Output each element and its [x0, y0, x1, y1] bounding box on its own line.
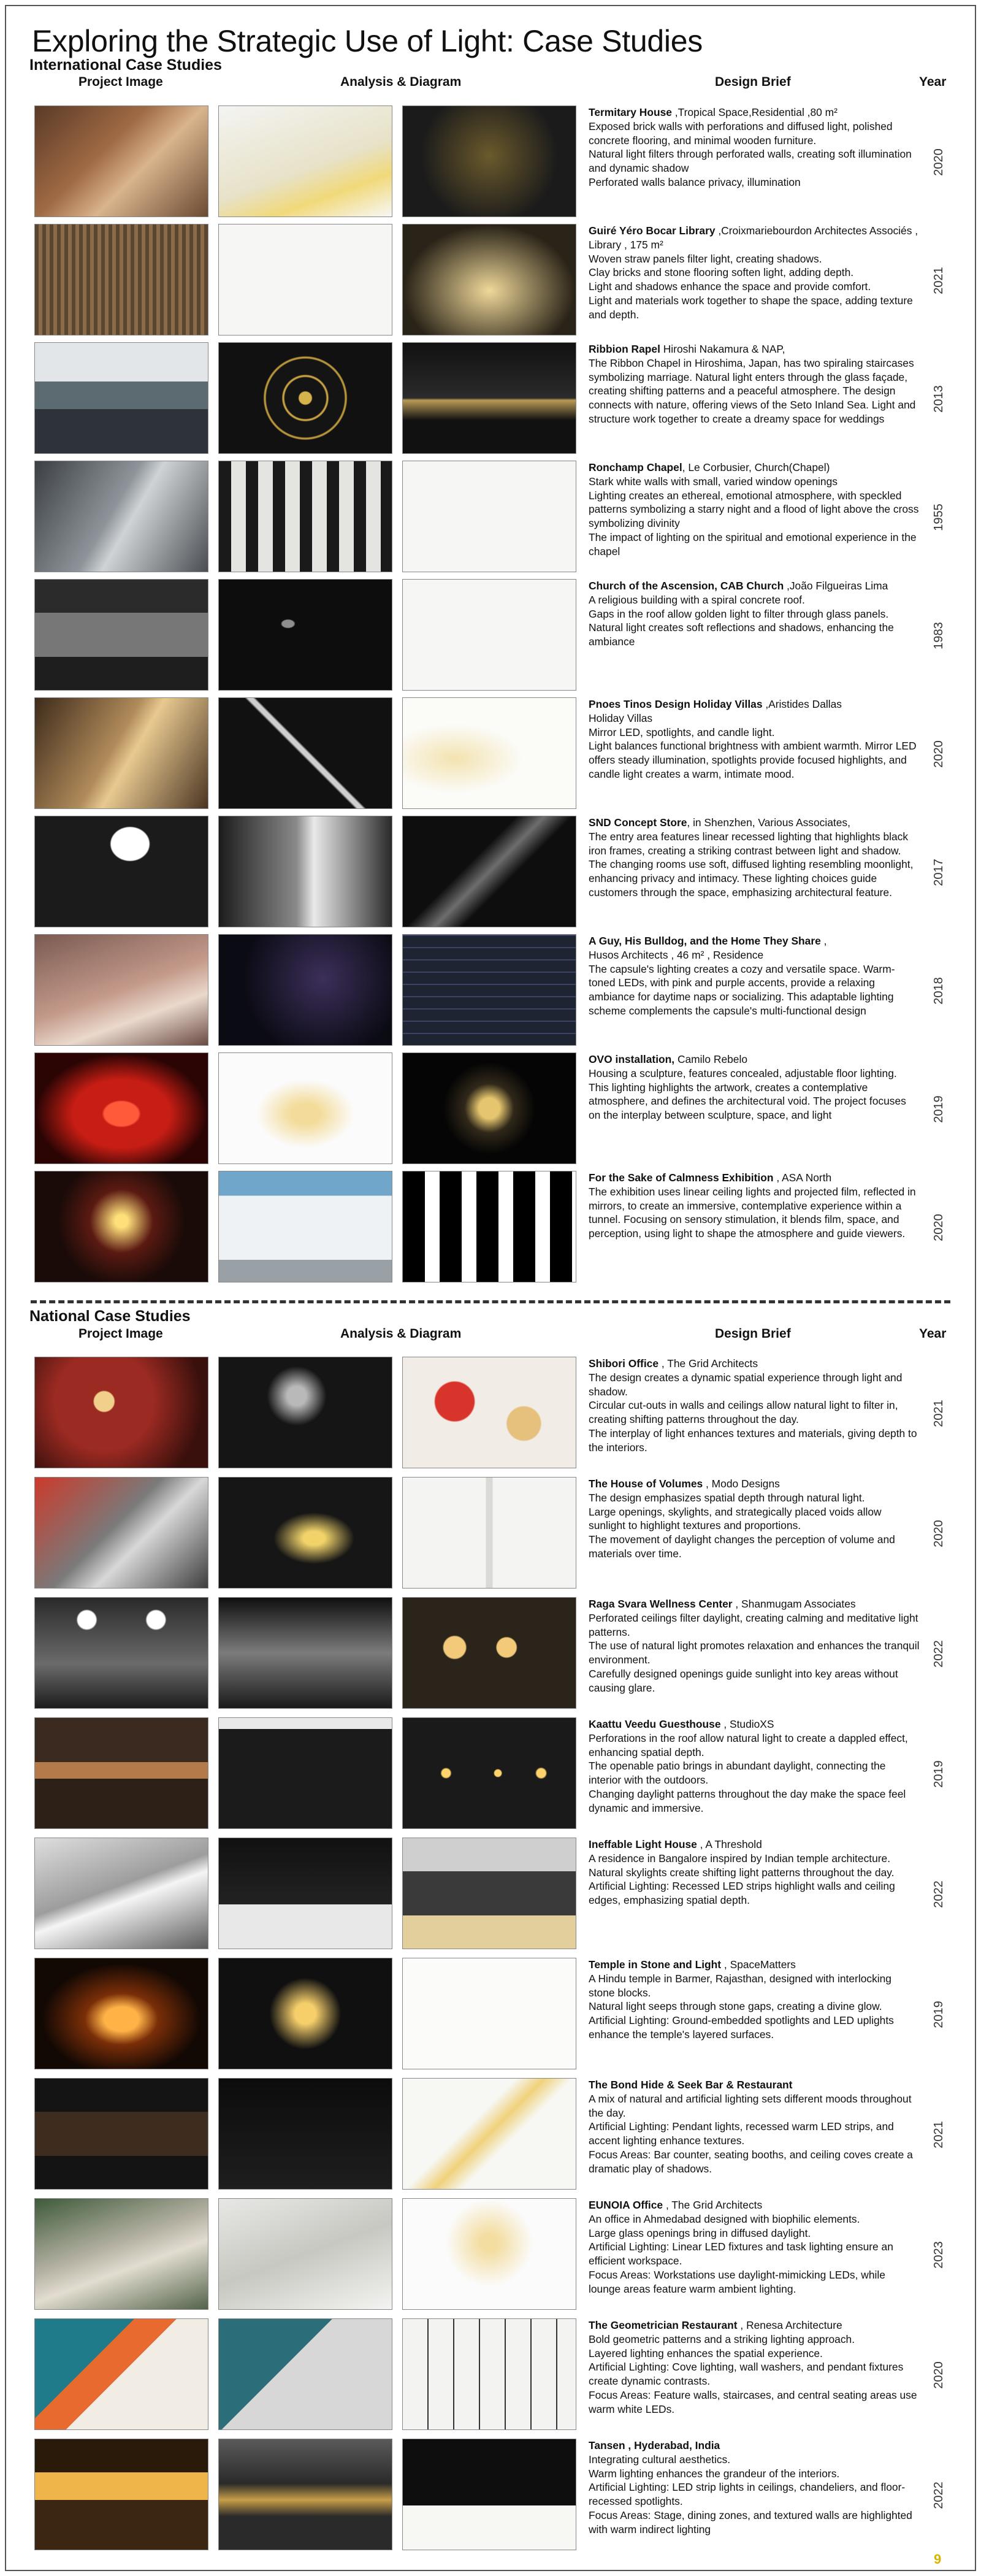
year-cell: [923, 1052, 954, 1165]
brief-line: Artificial Lighting: Recessed LED strips highlight walls and ceiling edges, emphasizing spatial depth.: [589, 1880, 895, 1907]
year-cell: [923, 579, 954, 692]
analysis-image: [218, 579, 392, 691]
project-name: For the Sake of Calmness Exhibition: [589, 1171, 774, 1184]
project-image: [34, 1357, 208, 1468]
year-label: 2022: [931, 2481, 945, 2509]
year-cell: [923, 1717, 954, 1830]
analysis-image: [218, 697, 392, 809]
case-study-row: [34, 2198, 954, 2312]
design-brief: [589, 1052, 920, 1165]
project-name-line: [589, 579, 920, 593]
brief-line: The interplay of light enhances textures and materials, giving depth to the interiors.: [589, 1427, 917, 1454]
project-image: [34, 342, 208, 454]
case-study-row: [34, 697, 954, 811]
project-image: [34, 2318, 208, 2430]
design-brief: [589, 816, 920, 929]
project-name: SND Concept Store: [589, 816, 687, 829]
national-heading: National Case Studies: [29, 1308, 191, 1325]
brief-line: The openable patio brings in abundant daylight, connecting the interior with the outdoors.: [589, 1760, 886, 1787]
project-name: Guiré Yéro Bocar Library: [589, 224, 716, 237]
brief-line: Light and shadows enhance the space and provide comfort.: [589, 280, 871, 293]
project-image: [34, 934, 208, 1046]
year-cell: [923, 1477, 954, 1590]
design-brief: [589, 105, 920, 218]
page-number: 9: [934, 2551, 942, 2567]
brief-line: The movement of daylight changes the perception of volume and materials over time.: [589, 1533, 895, 1560]
year-label: 2021: [931, 266, 945, 294]
project-image: [34, 697, 208, 809]
analysis-image: [218, 1958, 392, 2069]
year-cell: [923, 224, 954, 337]
project-image: [34, 1958, 208, 2069]
project-credits: ,: [820, 935, 827, 947]
brief-line: Lighting creates an ethereal, emotional atmosphere, with speckled patterns symbolizing a starry night and a flood of light above the cross symbolizing divinity: [589, 489, 919, 530]
diagram-image: [402, 2439, 576, 2550]
project-name: Ineffable Light House: [589, 1838, 697, 1850]
project-name-line: [589, 934, 920, 948]
project-image: [34, 2198, 208, 2310]
brief-line: Mirror LED, spotlights, and candle light.: [589, 726, 775, 738]
design-brief: [589, 1717, 920, 1830]
brief-line: Husos Architects , 46 m² , Residence: [589, 948, 764, 961]
project-name: The Bond Hide & Seek Bar & Restaurant: [589, 2079, 793, 2091]
project-name: Pnoes Tinos Design Holiday Villas: [589, 698, 763, 710]
project-image: [34, 1597, 208, 1709]
diagram-image: [402, 934, 576, 1046]
analysis-image: [218, 1477, 392, 1589]
brief-line: Changing daylight patterns throughout the day make the space feel dynamic and immersive.: [589, 1787, 906, 1814]
project-image: [34, 105, 208, 217]
project-credits: , Modo Designs: [703, 1478, 780, 1490]
project-credits: , The Grid Architects: [663, 2199, 763, 2211]
project-credits: , Renesa Architecture: [737, 2319, 842, 2331]
year-label: 2019: [931, 2000, 945, 2028]
col-head-year: Year: [919, 75, 947, 89]
project-name: Temple in Stone and Light: [589, 1958, 722, 1971]
project-name-line: [589, 1717, 920, 1731]
analysis-image: [218, 816, 392, 927]
year-label: 2018: [931, 976, 945, 1005]
project-image: [34, 1838, 208, 1949]
brief-line: Perforations in the roof allow natural light to create a dappled effect, enhancing spatial depth.: [589, 1731, 908, 1758]
diagram-image: [402, 1052, 576, 1164]
year-cell: [923, 1838, 954, 1950]
diagram-image: [402, 1357, 576, 1468]
project-credits: ,Tropical Space,Residential ,80 m²: [671, 106, 838, 118]
brief-line: Focus Areas: Workstations use daylight-mimicking LEDs, while lounge areas feature warm ambient lighting.: [589, 2268, 885, 2295]
project-image: [34, 579, 208, 691]
design-brief: [589, 1171, 920, 1284]
case-study-row: [34, 224, 954, 338]
project-image: [34, 224, 208, 335]
case-study-row: [34, 461, 954, 575]
design-brief: [589, 579, 920, 692]
project-image: [34, 1477, 208, 1589]
case-study-row: [34, 1357, 954, 1471]
case-study-row: [34, 2318, 954, 2432]
brief-line: Bold geometric patterns and a striking lighting approach.: [589, 2333, 855, 2345]
analysis-image: [218, 224, 392, 335]
brief-line: A Hindu temple in Barmer, Rajasthan, designed with interlocking stone blocks.: [589, 1972, 891, 1999]
project-name: Termitary House: [589, 106, 672, 118]
brief-line: Warm lighting enhances the grandeur of the interiors.: [589, 2467, 840, 2480]
col-head-project-image-national: Project Image: [78, 1327, 163, 1341]
project-credits: , ASA North: [773, 1171, 832, 1184]
project-credits: , StudioXS: [720, 1718, 774, 1730]
diagram-image: [402, 1958, 576, 2069]
brief-line: Focus Areas: Bar counter, seating booths, and ceiling coves create a dramatic play of shadows.: [589, 2148, 913, 2175]
year-label: 2021: [931, 1399, 945, 1427]
case-study-row: [34, 1838, 954, 1952]
design-brief: [589, 1838, 920, 1950]
analysis-image: [218, 1052, 392, 1164]
project-name-line: [589, 2078, 920, 2092]
brief-line: Artificial Lighting: Ground-embedded spotlights and LED uplights enhance the temple's layered surfaces.: [589, 2014, 894, 2041]
design-brief: [589, 1477, 920, 1590]
year-label: 2023: [931, 2241, 945, 2269]
design-brief: [589, 224, 920, 337]
project-name-line: [589, 816, 920, 830]
brief-line: Natural light seeps through stone gaps, creating a divine glow.: [589, 2000, 882, 2013]
project-image: [34, 1052, 208, 1164]
year-label: 2020: [931, 148, 945, 176]
year-cell: [923, 2078, 954, 2191]
diagram-image: [402, 1597, 576, 1709]
project-image: [34, 2439, 208, 2550]
brief-line: Perforated walls balance privacy, illumination: [589, 175, 801, 188]
project-image: [34, 2078, 208, 2190]
case-study-row: [34, 1717, 954, 1831]
design-brief: [589, 2198, 920, 2311]
project-credits: Camilo Rebelo: [674, 1053, 748, 1065]
analysis-image: [218, 2439, 392, 2550]
year-label: 2020: [931, 1519, 945, 1547]
project-name: Ribbion Rapel: [589, 343, 660, 355]
design-brief: [589, 342, 920, 455]
year-cell: [923, 816, 954, 929]
brief-line: Integrating cultural aesthetics.: [589, 2453, 731, 2466]
brief-line: Carefully designed openings guide sunlight into key areas without causing glare.: [589, 1667, 898, 1694]
year-cell: [923, 342, 954, 455]
year-cell: [923, 1597, 954, 1710]
project-credits: , A Threshold: [697, 1838, 762, 1850]
analysis-image: [218, 105, 392, 217]
brief-line: Focus Areas: Feature walls, staircases, and central seating areas use warm white LEDs.: [589, 2388, 917, 2415]
year-label: 1955: [931, 503, 945, 531]
project-name-line: [589, 2318, 920, 2333]
brief-line: The impact of lighting on the spiritual and emotional experience in the chapel: [589, 531, 917, 558]
project-image: [34, 461, 208, 572]
diagram-image: [402, 816, 576, 927]
brief-line: Woven straw panels filter light, creating shadows.: [589, 252, 822, 265]
project-name: Kaattu Veedu Guesthouse: [589, 1718, 721, 1730]
project-credits: ,Croixmariebourdon Architectes Associés , Library , 175 m²: [589, 224, 918, 251]
brief-line: The use of natural light promotes relaxation and enhances the tranquil environment.: [589, 1639, 920, 1666]
diagram-image: [402, 697, 576, 809]
brief-line: A residence in Bangalore inspired by Indian temple architecture.: [589, 1852, 891, 1865]
brief-line: Clay bricks and stone flooring soften light, adding depth.: [589, 266, 854, 279]
project-name-line: [589, 2439, 920, 2453]
col-head-design-brief-national: Design Brief: [715, 1327, 791, 1341]
project-name: Raga Svara Wellness Center: [589, 1598, 733, 1610]
year-cell: [923, 105, 954, 218]
brief-line: The Ribbon Chapel in Hiroshima, Japan, has two spiraling staircases symbolizing marriage. Natural light enters through the glass façade, creating shifting patterns and a peaceful atmosphere. The design connects with nature, offering views of the Seto Inland Sea. Light and structure work together to create a dreamy space for weddings: [589, 356, 916, 425]
project-name: Shibori Office: [589, 1357, 659, 1370]
case-study-row: [34, 1477, 954, 1591]
design-brief: [589, 697, 920, 810]
diagram-image: [402, 1838, 576, 1949]
design-brief: [589, 1958, 920, 2071]
analysis-image: [218, 934, 392, 1046]
design-brief: [589, 2078, 920, 2191]
brief-line: Artificial Lighting: Pendant lights, recessed warm LED strips, and accent lighting enhance textures.: [589, 2120, 894, 2147]
design-brief: [589, 1597, 920, 1710]
case-study-row: [34, 1171, 954, 1285]
brief-line: Natural light creates soft reflections and shadows, enhancing the ambiance: [589, 621, 894, 648]
brief-line: Perforated ceilings filter daylight, creating calming and meditative light patterns.: [589, 1611, 918, 1638]
year-cell: [923, 2439, 954, 2551]
international-heading: International Case Studies: [29, 56, 222, 74]
case-study-row: [34, 2439, 954, 2553]
year-label: 2022: [931, 1880, 945, 1908]
project-name-line: [589, 1838, 920, 1852]
brief-line: Natural light filters through perforated walls, creating soft illumination and dynamic shadow: [589, 148, 912, 175]
year-cell: [923, 934, 954, 1047]
diagram-image: [402, 1477, 576, 1589]
year-label: 2019: [931, 1760, 945, 1788]
project-name: OVO installation,: [589, 1053, 675, 1065]
project-name-line: [589, 461, 920, 475]
analysis-image: [218, 1357, 392, 1468]
section-divider: [31, 1300, 950, 1303]
year-label: 2013: [931, 385, 945, 413]
analysis-image: [218, 1717, 392, 1829]
project-credits: , SpaceMatters: [721, 1958, 796, 1971]
brief-line: The entry area features linear recessed lighting that highlights black iron frames, creating a striking contrast between light and shadow. The changing rooms use soft, diffused lighting resembling moonlight, enhancing privacy and intimacy. These lighting choices guide customers through the space, emphasizing architectural feature.: [589, 830, 914, 899]
case-study-row: [34, 1597, 954, 1711]
design-brief: [589, 461, 920, 573]
brief-line: Light and materials work together to shape the space, adding texture and depth.: [589, 294, 913, 321]
year-cell: [923, 1958, 954, 2071]
brief-line: Housing a sculpture, features concealed, adjustable floor lighting. This lighting highlights the artwork, creates a contemplative atmosphere, and defines the architectural void. The project focuses on the interplay between sculpture, space, and light: [589, 1067, 906, 1122]
diagram-image: [402, 224, 576, 335]
project-image: [34, 816, 208, 927]
brief-line: The design creates a dynamic spatial experience through light and shadow.: [589, 1371, 903, 1398]
brief-line: Large openings, skylights, and strategically placed voids allow sunlight to highlight textures and proportions.: [589, 1505, 882, 1532]
analysis-image: [218, 1171, 392, 1282]
year-cell: [923, 2318, 954, 2431]
brief-line: Layered lighting enhances the spatial experience.: [589, 2347, 823, 2359]
project-name-line: [589, 1171, 920, 1185]
year-label: 1983: [931, 621, 945, 650]
project-credits: Hiroshi Nakamura & NAP,: [660, 343, 785, 355]
analysis-image: [218, 1838, 392, 1949]
project-image: [34, 1717, 208, 1829]
analysis-image: [218, 1597, 392, 1709]
project-credits: , Shanmugam Associates: [732, 1598, 856, 1610]
brief-line: The exhibition uses linear ceiling lights and projected film, reflected in mirrors, to create an immersive, contemplative experience within a tunnel. Focusing on sensory stimulation, it blends film, space, and perception, using light to shape the atmosphere and guide viewers.: [589, 1185, 916, 1240]
project-name-line: [589, 105, 920, 120]
year-label: 2021: [931, 2120, 945, 2149]
project-name-line: [589, 2198, 920, 2212]
diagram-image: [402, 2078, 576, 2190]
brief-line: A mix of natural and artificial lighting sets different moods throughout the day.: [589, 2092, 912, 2119]
analysis-image: [218, 2198, 392, 2310]
brief-line: The capsule's lighting creates a cozy and versatile space. Warm-toned LEDs, with pink and purple accents, provide a relaxing ambiance for daytime naps or socializing. This adaptable lighting scheme complements the capsule's multi-functional design: [589, 962, 895, 1017]
project-name-line: [589, 1597, 920, 1611]
brief-line: Circular cut-outs in walls and ceilings allow natural light to filter in, creating shifting patterns throughout the day.: [589, 1399, 898, 1426]
col-head-analysis-national: Analysis & Diagram: [340, 1327, 462, 1341]
brief-line: Light balances functional brightness with ambient warmth. Mirror LED offers steady illumination, spotlights provide focused highlights, and candle light creates a warm, intimate mood.: [589, 740, 917, 780]
diagram-image: [402, 1717, 576, 1829]
diagram-image: [402, 342, 576, 454]
brief-line: Gaps in the roof allow golden light to filter through glass panels.: [589, 607, 889, 620]
project-name: The House of Volumes: [589, 1478, 703, 1490]
year-label: 2022: [931, 1639, 945, 1668]
project-name: EUNOIA Office: [589, 2199, 663, 2211]
case-study-row: [34, 816, 954, 930]
project-name-line: [589, 1477, 920, 1491]
project-credits: ,João Filgueiras Lima: [784, 580, 888, 592]
analysis-image: [218, 461, 392, 572]
page-title: Exploring the Strategic Use of Light: Case Studies: [32, 24, 703, 58]
case-study-row: [34, 342, 954, 456]
brief-line: Exposed brick walls with perforations and diffused light, polished concrete flooring, and minimal wooden furniture.: [589, 120, 893, 147]
case-study-row: [34, 105, 954, 220]
project-name-line: [589, 1357, 920, 1371]
project-name-line: [589, 1052, 920, 1067]
project-credits: , The Grid Architects: [658, 1357, 758, 1370]
project-name: Ronchamp Chapel: [589, 461, 682, 473]
design-brief: [589, 1357, 920, 1470]
brief-line: Holiday Villas: [589, 711, 653, 724]
brief-line: The design emphasizes spatial depth through natural light.: [589, 1491, 865, 1504]
year-cell: [923, 1357, 954, 1470]
project-name: The Geometrician Restaurant: [589, 2319, 738, 2331]
diagram-image: [402, 461, 576, 572]
col-head-design-brief: Design Brief: [715, 75, 791, 89]
project-name-line: [589, 1958, 920, 1972]
diagram-image: [402, 579, 576, 691]
brief-line: Artificial Lighting: Linear LED fixtures and task lighting ensure an efficient workspace.: [589, 2241, 893, 2267]
analysis-image: [218, 342, 392, 454]
year-cell: [923, 461, 954, 573]
design-brief: [589, 2439, 920, 2551]
year-label: 2020: [931, 740, 945, 768]
year-label: 2020: [931, 1213, 945, 1241]
brief-line: Large glass openings bring in diffused daylight.: [589, 2226, 811, 2239]
brief-line: Artificial Lighting: LED strip lights in ceilings, chandeliers, and floor-recessed spotlights.: [589, 2481, 906, 2508]
project-credits: ,Aristides Dallas: [762, 698, 842, 710]
project-name-line: [589, 224, 920, 252]
year-label: 2017: [931, 858, 945, 886]
case-study-row: [34, 2078, 954, 2192]
brief-line: Focus Areas: Stage, dining zones, and textured walls are highlighted with warm indirect lighting: [589, 2509, 912, 2536]
case-study-row: [34, 1958, 954, 2072]
case-study-row: [34, 934, 954, 1048]
diagram-image: [402, 105, 576, 217]
case-study-row: [34, 1052, 954, 1167]
col-head-project-image: Project Image: [78, 75, 163, 89]
year-label: 2020: [931, 2361, 945, 2389]
diagram-image: [402, 1171, 576, 1282]
year-label: 2019: [931, 1095, 945, 1123]
col-head-analysis: Analysis & Diagram: [340, 75, 462, 89]
year-cell: [923, 697, 954, 810]
project-name: Church of the Ascension, CAB Church: [589, 580, 784, 592]
project-name: A Guy, His Bulldog, and the Home They Share: [589, 935, 821, 947]
analysis-image: [218, 2318, 392, 2430]
col-head-year-national: Year: [919, 1327, 947, 1341]
brief-line: An office in Ahmedabad designed with biophilic elements.: [589, 2212, 860, 2225]
diagram-image: [402, 2318, 576, 2430]
year-cell: [923, 1171, 954, 1284]
project-credits: , Le Corbusier, Church(Chapel): [682, 461, 830, 473]
project-name-line: [589, 342, 920, 356]
design-brief: [589, 2318, 920, 2431]
brief-line: Stark white walls with small, varied window openings: [589, 475, 838, 488]
project-name: Tansen , Hyderabad, India: [589, 2439, 720, 2451]
brief-line: Artificial Lighting: Cove lighting, wall washers, and pendant fixtures create dynamic contrasts.: [589, 2361, 904, 2388]
diagram-image: [402, 2198, 576, 2310]
case-study-row: [34, 579, 954, 693]
brief-line: A religious building with a spiral concrete roof.: [589, 593, 805, 606]
project-image: [34, 1171, 208, 1282]
year-cell: [923, 2198, 954, 2311]
analysis-image: [218, 2078, 392, 2190]
project-name-line: [589, 697, 920, 711]
brief-line: Natural skylights create shifting light patterns throughout the day.: [589, 1866, 895, 1879]
design-brief: [589, 934, 920, 1047]
project-credits: , in Shenzhen, Various Associates,: [687, 816, 850, 829]
